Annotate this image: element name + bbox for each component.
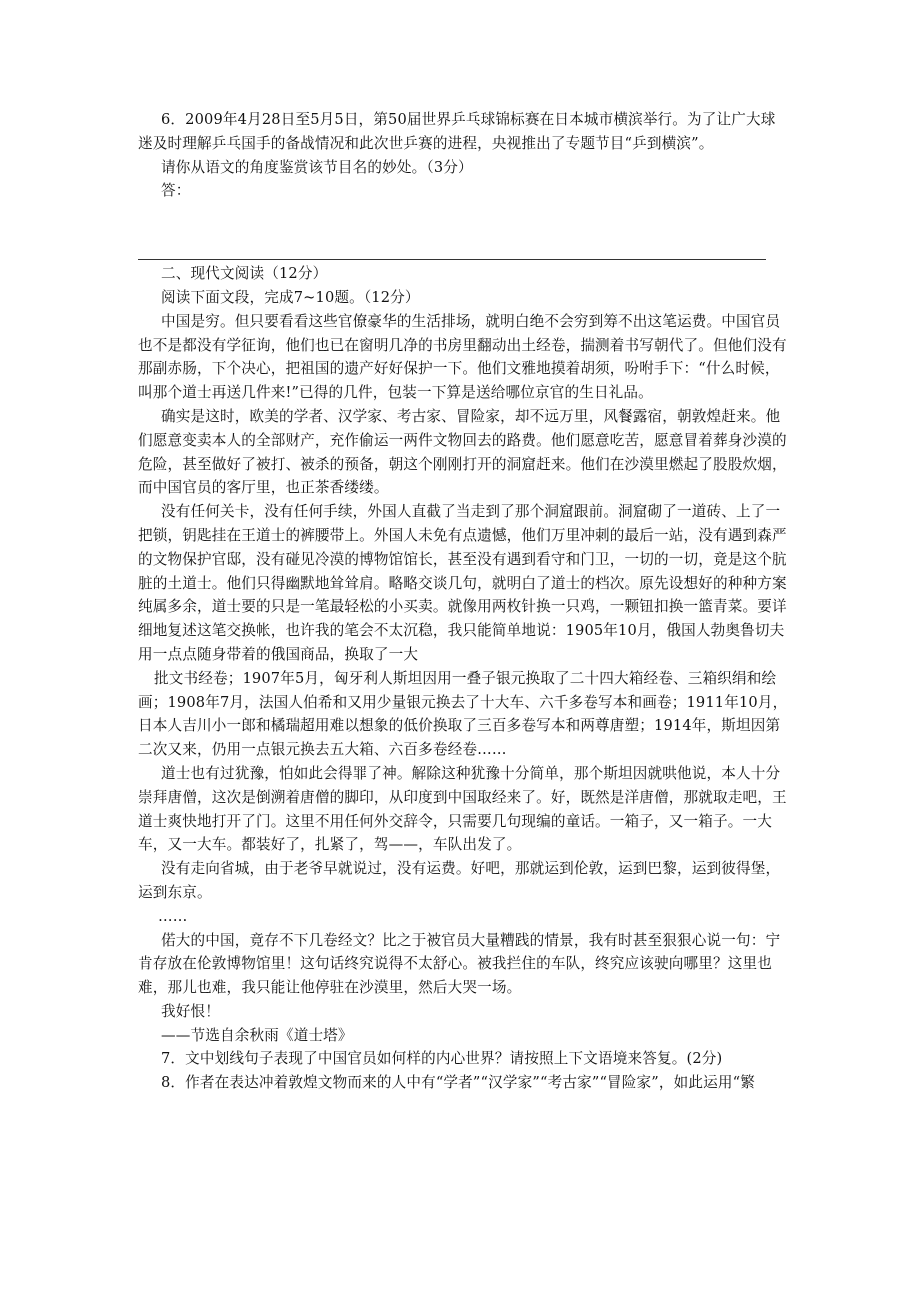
passage-paragraph: 偌大的中国，竟存不下几卷经文？比之于被官员大量糟践的情景，我有时甚至狠狠心说一句：宁肯存放在伦敦博物馆里！这句话终究说得不太舒心。被我拦住的车队，终究应该驶向哪里？这里也难，那儿也难，我只能让他停驻在沙漠里，然后大哭一场。 — [138, 931, 781, 997]
question-8: 8．作者在表达冲着敦煌文物而来的人中有“学者”“汉学家”“考古家”“冒险家”，如此运用“繁 — [161, 1074, 755, 1092]
passage-paragraph: 中国是穷。但只要看看这些官僚豪华的生活排场，就明白绝不会穷到筹不出这笔运费。中国官员也不是都没有学征询，他们也已在窗明几净的书房里翻动出土经卷，揣测着书写朝代了。但他们没有那副赤肠，下个决心，把祖国的遗产好好保护一下。他们文雅地摸着胡须，吩咐手下：“什么时候，叫那个道士再送几件来!”已得的几件，包装一下算是送给哪位京官的生日礼品。 — [138, 312, 787, 402]
section-heading: 二、现代文阅读（12分） — [161, 265, 328, 283]
passage-paragraph: 道士也有过犹豫，怕如此会得罪了神。解除这种犹豫十分简单，那个斯坦因就哄他说，本人十分崇拜唐僧，这次是倒溯着唐僧的脚印，从印度到中国取经来了。好，既然是洋唐僧，那就取走吧，王道士爽快地打开了门。这里不用任何外交辞令，只需要几句现编的童话。一箱子，又一箱子。一大车，又一大车。都装好了，扎紧了，驾——，车队出发了。 — [138, 764, 787, 854]
passage-paragraph: 我好恨！ — [161, 1002, 220, 1020]
passage-ellipsis: …… — [158, 907, 188, 925]
document-page — [138, 108, 788, 1095]
question-7: 7．文中划线句子表现了中国官员如何样的内心世界？请按照上下文语境来答复。(2分) — [161, 1050, 723, 1068]
passage-source: ——节选自余秋雨《道士塔》 — [161, 1026, 353, 1044]
passage-paragraph: 没有任何关卡，没有任何手续，外国人直截了当走到了那个洞窟跟前。洞窟砌了一道砖、上了一把锁，钥匙挂在王道士的裤腰带上。外国人未免有点遗憾，他们万里冲刺的最后一站，没有遇到森严的文物保护官邸，没有碰见冷漠的博物馆馆长，甚至没有遇到看守和门卫，一切的一切，竟是这个肮脏的土道士。他们只得幽默地耸耸肩。略略交谈几句，就明白了道士的档次。原先设想好的种种方案纯属多余，道士要的只是一笔最轻松的小买卖。就像用两枚针换一只鸡，一颗钮扣换一篮青菜。要详细地复述这笔交换帐，也许我的笔会不太沉稳，我只能简单地说：1905年10月，俄国人勃奥鲁切夫用一点点随身带着的俄国商品，换取了一大 — [138, 503, 787, 663]
passage-paragraph: 没有走向省城，由于老爷早就说过，没有运费。好吧，那就运到伦敦，运到巴黎，运到彼得堡，运到东京。 — [138, 860, 781, 901]
passage-paragraph: 确实是这时，欧美的学者、汉学家、考古家、冒险家，却不远万里，风餐露宿，朝敦煌赶来。他们愿意变卖本人的全部财产，充作偷运一两件文物回去的路费。他们愿意吃苦，愿意冒着葬身沙漠的危险，甚至做好了被打、被杀的预备，朝这个刚刚打开的洞窟赶来。他们在沙漠里燃起了股股炊烟，而中国官员的客厅里，也正茶香缕缕。 — [138, 407, 787, 497]
question-6-answer-label: 答： — [161, 182, 191, 200]
question-6-text: 6．2009年4月28日至5月5日，第50届世界乒乓球锦标赛在日本城市横滨举行。为了让广大球迷及时理解乒乓国手的备战情况和此次世乒赛的进程，央视推出了专题节目“乒到横滨”。 — [138, 111, 776, 152]
section-instruction: 阅读下面文段，完成7~10题。（12分） — [161, 288, 420, 306]
question-6-prompt: 请你从语文的角度鉴赏该节目名的妙处。（3分） — [161, 158, 473, 176]
passage-paragraph: 批文书经卷；1907年5月，匈牙利人斯坦因用一叠子银元换取了二十四大箱经卷、三箱织绢和绘画；1908年7月，法国人伯希和又用少量银元换去了十大车、六千多卷写本和画卷；1911年10月，日本人吉川小一郎和橘瑞超用难以想象的低价换取了三百多卷写本和两尊唐塑；1914年，斯坦因第二次又来，仍用一点银元换去五大箱、六百多卷经卷…… — [138, 669, 788, 759]
answer-line — [138, 203, 766, 260]
